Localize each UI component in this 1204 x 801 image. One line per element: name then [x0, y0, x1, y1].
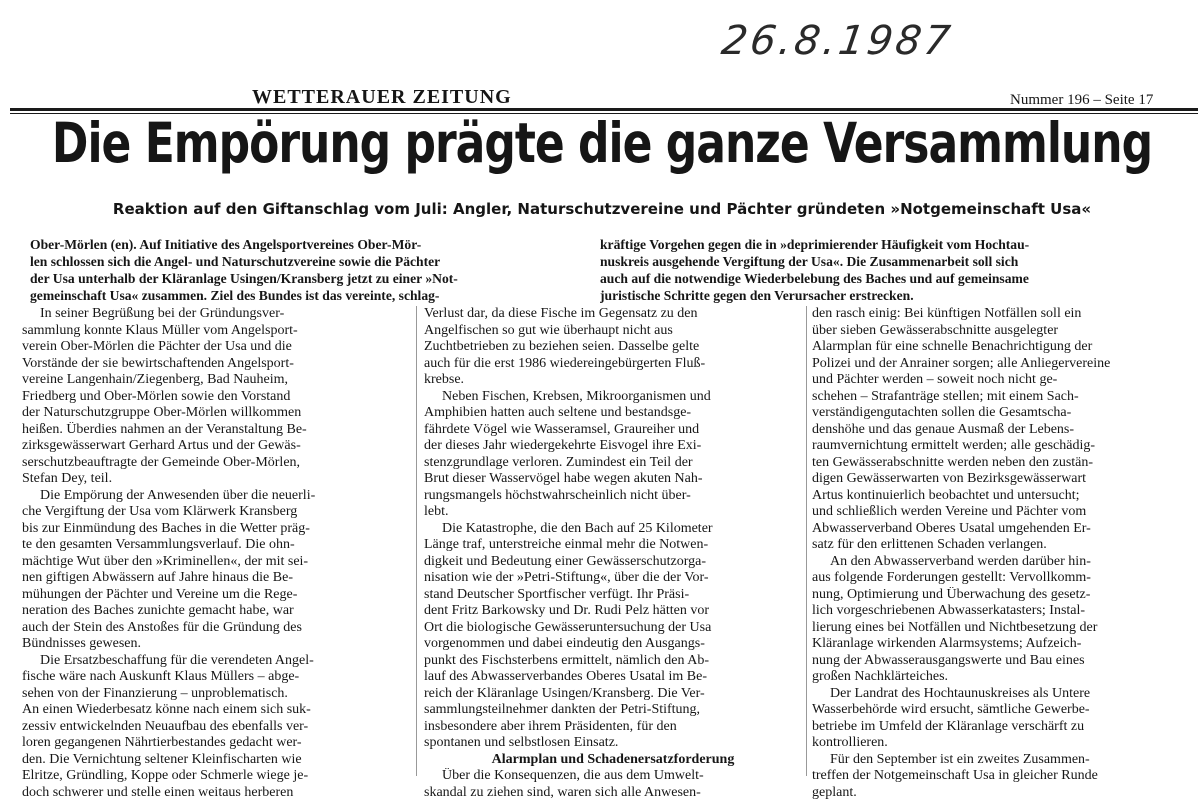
- text-line: den. Die Vernichtung seltener Kleinfischarten wie: [22, 752, 410, 769]
- text-line: auch der Stein des Anstoßes für die Gründung des: [22, 620, 410, 637]
- text-line: digkeit und Bedeutung einer Gewässerschutzorga-: [424, 554, 802, 571]
- text-line: verständigengutachten sollen die Gesamtscha-: [812, 405, 1194, 422]
- text-line: Amphibien hatten auch seltene und bestandsge-: [424, 405, 802, 422]
- text-line: serschutzbeauftragte der Gemeinde Ober-Mörlen,: [22, 455, 410, 472]
- text-line: fährdete Vögel wie Wasseramsel, Graureiher und: [424, 422, 802, 439]
- article-column-1: [22, 306, 410, 801]
- article-column-2: [424, 306, 802, 801]
- text-line: Vorstände der sie bewirtschaftenden Angelsport-: [22, 356, 410, 373]
- text-line: bis zur Einmündung des Baches in die Wetter präg-: [22, 521, 410, 538]
- text-line: che Vergiftung der Usa vom Klärwerk Kransberg: [22, 504, 410, 521]
- text-line: Zuchtbetrieben zu beziehen seien. Dasselbe gelte: [424, 339, 802, 356]
- text-line: vereine Langenhain/Ziegenberg, Bad Nauheim,: [22, 372, 410, 389]
- text-line: len schlossen sich die Angel- und Naturschutzvereine sowie die Pächter: [30, 253, 586, 270]
- text-line: vorgenommen und dabei eindeutig den Ausgangs-: [424, 636, 802, 653]
- text-line: mächtige Wut über den »Kriminellen«, der mit sei-: [22, 554, 410, 571]
- text-line: Die Katastrophe, die den Bach auf 25 Kilometer: [424, 521, 802, 538]
- text-line: raumvernichtung ermittelt werden; alle geschädig-: [812, 438, 1194, 455]
- text-line: Über die Konsequenzen, die aus dem Umwelt-: [424, 768, 802, 785]
- text-line: punkt des Fischsterbens ermittelt, nämlich den Ab-: [424, 653, 802, 670]
- text-line: rungsmangels höchstwahrscheinlich nicht über-: [424, 488, 802, 505]
- text-line: Verlust dar, da diese Fische im Gegensatz zu den: [424, 306, 802, 323]
- text-line: Ober-Mörlen (en). Auf Initiative des Angelsportvereines Ober-Mör-: [30, 236, 586, 253]
- header-rule: [10, 108, 1198, 111]
- text-line: spontanen und selbstlosen Einsatz.: [424, 735, 802, 752]
- text-line: satz für den erlittenen Schaden verlangen.: [812, 537, 1194, 554]
- text-line: juristische Schritte gegen den Verursacher erstrecken.: [600, 287, 1190, 304]
- text-line: der Naturschutzgruppe Ober-Mörlen willkommen: [22, 405, 410, 422]
- text-line: mühungen der Pächter und Vereine um die Rege-: [22, 587, 410, 604]
- text-line: sammlungsteilnehmer dankten der Petri-Stiftung,: [424, 702, 802, 719]
- article-column-3: [812, 306, 1194, 801]
- text-line: digen Gewässerwarten von Bezirksgewässerwart: [812, 471, 1194, 488]
- crosshead: Alarmplan und Schadenersatzforderung: [424, 752, 802, 769]
- text-line: Kläranlage wirkenden Alarmsystems; Aufzeich-: [812, 636, 1194, 653]
- text-line: Der Landrat des Hochtaunuskreises als Untere: [812, 686, 1194, 703]
- text-line: Die Empörung der Anwesenden über die neuerli-: [22, 488, 410, 505]
- text-line: nung der Abwasserausgangswerte und Bau eines: [812, 653, 1194, 670]
- text-line: krebse.: [424, 372, 802, 389]
- text-line: lierung eines bei Notfällen und Nichtbesetzung der: [812, 620, 1194, 637]
- lead-paragraph-right: [600, 236, 1190, 304]
- issue-page-number: Nummer 196 – Seite 17: [1010, 92, 1153, 109]
- text-line: lebt.: [424, 504, 802, 521]
- text-line: der Usa unterhalb der Kläranlage Usingen/Kransberg jetzt zu einer »Not-: [30, 270, 586, 287]
- text-line: neration des Baches zunichte gemacht habe, war: [22, 603, 410, 620]
- text-line: den rasch einig: Bei künftigen Notfällen soll ein: [812, 306, 1194, 323]
- column-divider: [806, 306, 807, 776]
- text-line: Angelfischen so gut wie überhaupt nicht aus: [424, 323, 802, 340]
- text-line: Stefan Dey, teil.: [22, 471, 410, 488]
- text-line: An den Abwasserverband werden darüber hin-: [812, 554, 1194, 571]
- text-line: der dieses Jahr wiedergekehrte Eisvogel ihre Exi-: [424, 438, 802, 455]
- text-line: denshöhe und das genaue Ausmaß der Lebens-: [812, 422, 1194, 439]
- text-line: reich der Kläranlage Usingen/Kransberg. Die Ver-: [424, 686, 802, 703]
- text-line: insbesondere aber ihrem Präsidenten, für den: [424, 719, 802, 736]
- text-line: lauf des Abwasserverbandes Oberes Usatal im Be-: [424, 669, 802, 686]
- text-line: zirksgewässerwart Gerhard Artus und der Gewäs-: [22, 438, 410, 455]
- text-line: kräftige Vorgehen gegen die in »deprimierender Häufigkeit vom Hochtau-: [600, 236, 1190, 253]
- headline: Die Empörung prägte die ganze Versammlung: [0, 112, 1204, 176]
- handwritten-date: 26.8.1987: [719, 18, 956, 64]
- text-line: Abwasserverband Oberes Usatal umgehenden Er-: [812, 521, 1194, 538]
- text-line: An einen Wiederbesatz könne nach einem sich suk-: [22, 702, 410, 719]
- text-line: Länge traf, unterstreiche einmal mehr die Notwen-: [424, 537, 802, 554]
- text-line: Ort die biologische Gewässeruntersuchung der Usa: [424, 620, 802, 637]
- text-line: nung, Optimierung und Überwachung des gesetz-: [812, 587, 1194, 604]
- text-line: dent Fritz Barkowsky und Dr. Rudi Pelz hätten vor: [424, 603, 802, 620]
- text-line: sehen von der Finanzierung – unproblematisch.: [22, 686, 410, 703]
- text-line: stenzgrundlage verloren. Zumindest ein Teil der: [424, 455, 802, 472]
- text-line: betriebe im Umfeld der Kläranlage verschärft zu: [812, 719, 1194, 736]
- text-line: Brut dieser Wasservögel habe wegen akuten Nah-: [424, 471, 802, 488]
- text-line: nuskreis ausgehende Vergiftung der Usa«. Die Zusammenarbeit soll sich: [600, 253, 1190, 270]
- text-line: nen giftigen Abwässern auf Jahre hinaus die Be-: [22, 570, 410, 587]
- text-line: auch auf die notwendige Wiederbelebung des Baches und auf gemeinsame: [600, 270, 1190, 287]
- text-line: skandal zu ziehen sind, waren sich alle Anwesen-: [424, 785, 802, 801]
- text-line: geplant.: [812, 785, 1194, 801]
- newspaper-name: WETTERAUER ZEITUNG: [252, 86, 512, 109]
- text-line: auch für die erst 1986 wiedereingebürgerten Fluß-: [424, 356, 802, 373]
- text-line: sammlung konnte Klaus Müller vom Angelsport-: [22, 323, 410, 340]
- text-line: Friedberg und Ober-Mörlen sowie den Vorstand: [22, 389, 410, 406]
- text-line: loren gegangenen Nährtierbestandes gedacht wer-: [22, 735, 410, 752]
- text-line: Die Ersatzbeschaffung für die verendeten Angel-: [22, 653, 410, 670]
- text-line: ten Gewässerabschnitte werden neben den zustän-: [812, 455, 1194, 472]
- text-line: doch schwerer und stelle einen weitaus herberen: [22, 785, 410, 801]
- text-line: Neben Fischen, Krebsen, Mikroorganismen und: [424, 389, 802, 406]
- text-line: und schließlich werden Vereine und Pächter vom: [812, 504, 1194, 521]
- text-line: In seiner Begrüßung bei der Gründungsver-: [22, 306, 410, 323]
- text-line: stand Deutscher Sportfischer verfügt. Ihr Präsi-: [424, 587, 802, 604]
- text-line: zessiv entwickelnden Neuaufbau des ebenfalls ver-: [22, 719, 410, 736]
- text-line: Artus kontinuierlich beobachtet und untersucht;: [812, 488, 1194, 505]
- text-line: Wasserbehörde wird ersucht, sämtliche Gewerbe-: [812, 702, 1194, 719]
- text-line: und Pächter werden – soweit noch nicht ge-: [812, 372, 1194, 389]
- lead-paragraph-left: [30, 236, 586, 304]
- text-line: über sieben Gewässerabschnitte ausgelegter: [812, 323, 1194, 340]
- text-line: verein Ober-Mörlen die Pächter der Usa und die: [22, 339, 410, 356]
- text-line: Alarmplan für eine schnelle Benachrichtigung der: [812, 339, 1194, 356]
- text-line: aus folgende Forderungen gestellt: Vervollkomm-: [812, 570, 1194, 587]
- text-line: großen Nachklärteiches.: [812, 669, 1194, 686]
- text-line: treffen der Notgemeinschaft Usa in gleicher Runde: [812, 768, 1194, 785]
- text-line: nisation wie der »Petri-Stiftung«, über die der Vor-: [424, 570, 802, 587]
- text-line: gemeinschaft Usa« zusammen. Ziel des Bundes ist das vereinte, schlag-: [30, 287, 586, 304]
- text-line: te den gesamten Versammlungsverlauf. Die ohn-: [22, 537, 410, 554]
- subheadline: Reaktion auf den Giftanschlag vom Juli: Angler, Naturschutzvereine und Pächter gründeten »Notgemeinschaft Usa«: [0, 200, 1204, 218]
- text-line: Polizei und der Anrainer sorgen; alle Anliegervereine: [812, 356, 1194, 373]
- text-line: schehen – Strafanträge stellen; mit einem Sach-: [812, 389, 1194, 406]
- text-line: lich vorgeschriebenen Abwasserkatasters; Instal-: [812, 603, 1194, 620]
- text-line: fische wäre nach Auskunft Klaus Müllers – abge-: [22, 669, 410, 686]
- text-line: heißen. Überdies nahmen an der Veranstaltung Be-: [22, 422, 410, 439]
- text-line: Elritze, Gründling, Koppe oder Schmerle wiege je-: [22, 768, 410, 785]
- text-line: Für den September ist ein zweites Zusammen-: [812, 752, 1194, 769]
- text-line: Bündnisses gewesen.: [22, 636, 410, 653]
- text-line: kontrollieren.: [812, 735, 1194, 752]
- column-divider: [416, 306, 417, 776]
